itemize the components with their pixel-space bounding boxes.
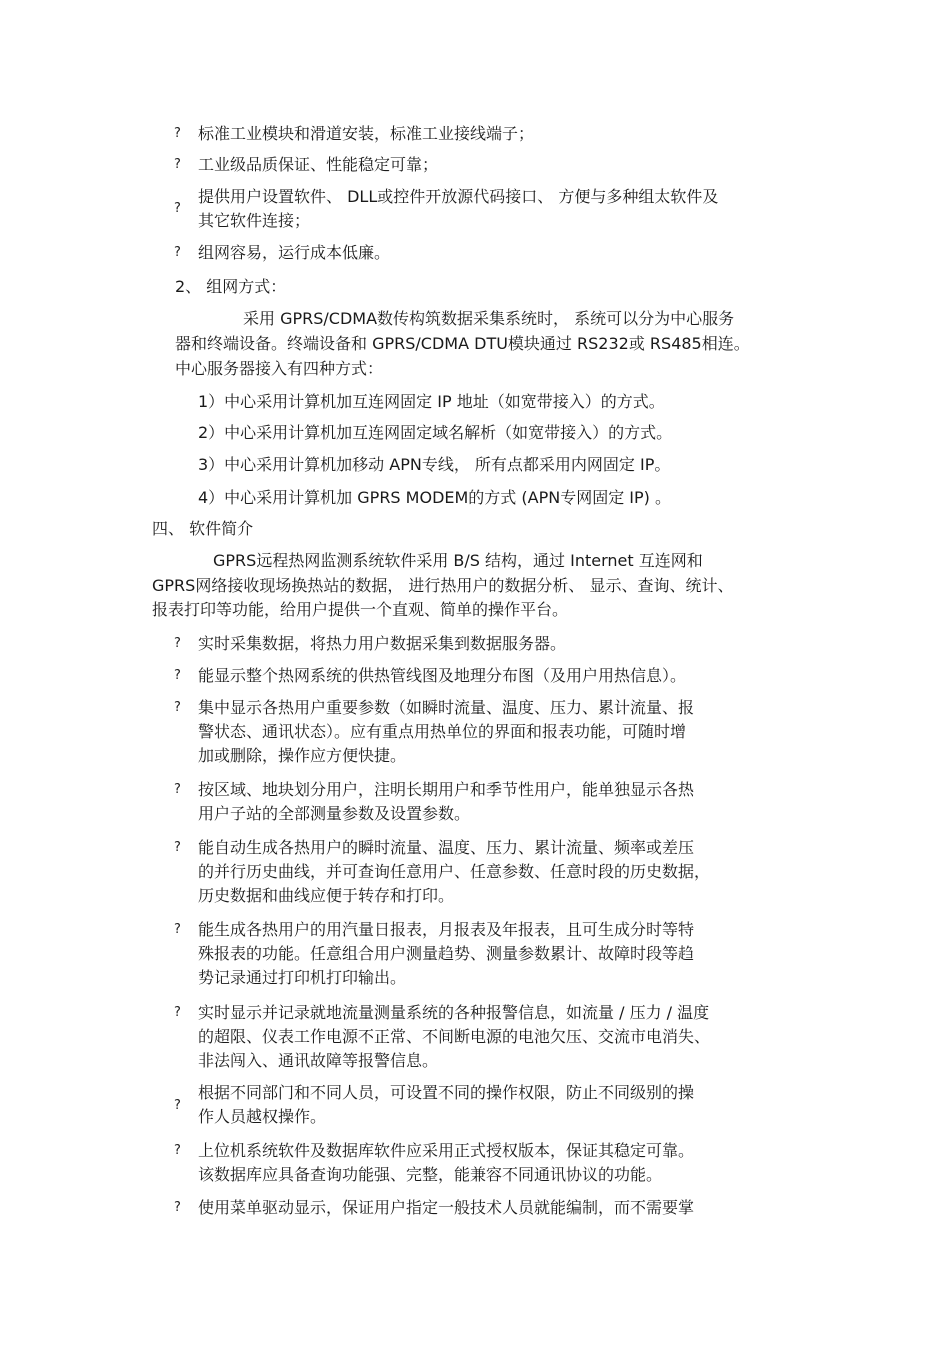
paragraph-line: GPRS远程热网监测系统软件采用 B/S 结构，通过 Internet 互连网和 [213, 551, 703, 570]
feature-text: 殊报表的功能。任意组合用户测量趋势、测量参数累计、故障时段等趋 [198, 944, 695, 963]
method-item: 1）中心采用计算机加互连网固定 IP 地址（如宽带接入）的方式。 [198, 392, 665, 411]
feature-text: 该数据库应具备查询功能强、完整，能兼容不同通讯协议的功能。 [198, 1165, 663, 1184]
feature-text: 非法闯入、通讯故障等报警信息。 [198, 1051, 439, 1070]
feature-text: 实时采集数据，将热力用户数据采集到数据服务器。 [198, 634, 567, 653]
paragraph-line: 中心服务器接入有四种方式： [175, 359, 384, 378]
feature-text: 的并行历史曲线，并可查询任意用户、任意参数、任意时段的历史数据， [198, 862, 711, 881]
bullet-marker: ? [174, 782, 181, 797]
bullet-marker: ? [174, 1098, 181, 1113]
feature-text: 实时显示并记录就地流量测量系统的各种报警信息，如流量 / 压力 / 温度 [198, 1003, 710, 1022]
feature-text: 能自动生成各热用户的瞬时流量、温度、压力、累计流量、频率或差压 [198, 838, 695, 857]
bullet-text: 其它软件连接； [198, 211, 311, 230]
bullet-marker: ? [174, 245, 181, 260]
bullet-marker: ? [174, 922, 181, 937]
paragraph-line: GPRS网络接收现场换热站的数据， 进行热用户的数据分析、 显示、查询、统计、 [152, 576, 734, 595]
feature-text: 集中显示各热用户重要参数（如瞬时流量、温度、压力、累计流量、报 [198, 698, 695, 717]
bullet-marker: ? [174, 700, 181, 715]
method-item: 2）中心采用计算机加互连网固定域名解析（如宽带接入）的方式。 [198, 423, 673, 442]
feature-text: 的超限、仪表工作电源不正常、不间断电源的电池欠压、交流市电消失、 [198, 1027, 711, 1046]
paragraph-line: 报表打印等功能，给用户提供一个直观、简单的操作平台。 [152, 600, 569, 619]
bullet-marker: ? [174, 1200, 181, 1215]
bullet-marker: ? [174, 1143, 181, 1158]
feature-text: 使用菜单驱动显示，保证用户指定一般技术人员就能编制，而不需要掌 [198, 1198, 695, 1217]
paragraph-line: 器和终端设备。终端设备和 GPRS/CDMA DTU模块通过 RS232或 RS485相连。 [175, 334, 750, 353]
feature-text: 警状态、通讯状态）。应有重点用热单位的界面和报表功能，可随时增 [198, 722, 687, 741]
bullet-marker: ? [174, 840, 181, 855]
bullet-marker: ? [174, 668, 181, 683]
bullet-marker: ? [174, 636, 181, 651]
bullet-text: 标准工业模块和滑道安装，标准工业接线端子； [198, 124, 535, 143]
feature-text: 历史数据和曲线应便于转存和打印。 [198, 886, 455, 905]
bullet-marker: ? [174, 1005, 181, 1020]
feature-text: 势记录通过打印机打印输出。 [198, 968, 407, 987]
feature-text: 按区域、地块划分用户，注明长期用户和季节性用户，能单独显示各热 [198, 780, 695, 799]
section-heading: 四、 软件简介 [152, 519, 254, 538]
method-item: 3）中心采用计算机加移动 APN专线， 所有点都采用内网固定 IP。 [198, 455, 671, 474]
paragraph-line: 采用 GPRS/CDMA数传构筑数据采集系统时， 系统可以分为中心服务 [243, 309, 735, 328]
feature-text: 根据不同部门和不同人员，可设置不同的操作权限，防止不同级别的操 [198, 1083, 695, 1102]
bullet-text: 提供用户设置软件、 DLL或控件开放源代码接口、 方便与多种组太软件及 [198, 187, 719, 206]
bullet-marker: ? [174, 201, 181, 216]
feature-text: 加或删除，操作应方便快捷。 [198, 746, 407, 765]
feature-text: 上位机系统软件及数据库软件应采用正式授权版本，保证其稳定可靠。 [198, 1141, 695, 1160]
feature-text: 能显示整个热网系统的供热管线图及地理分布图（及用户用热信息）。 [198, 666, 687, 685]
feature-text: 用户子站的全部测量参数及设置参数。 [198, 804, 471, 823]
feature-text: 作人员越权操作。 [198, 1107, 327, 1126]
bullet-marker: ? [174, 157, 181, 172]
bullet-marker: ? [174, 126, 181, 141]
bullet-text: 组网容易，运行成本低廉。 [198, 243, 391, 262]
method-item: 4）中心采用计算机加 GPRS MODEM的方式 (APN专网固定 IP) 。 [198, 488, 671, 507]
feature-text: 能生成各热用户的用汽量日报表，月报表及年报表，且可生成分时等特 [198, 920, 695, 939]
bullet-text: 工业级品质保证、性能稳定可靠； [198, 155, 439, 174]
section-heading: 2、 组网方式： [175, 277, 287, 296]
